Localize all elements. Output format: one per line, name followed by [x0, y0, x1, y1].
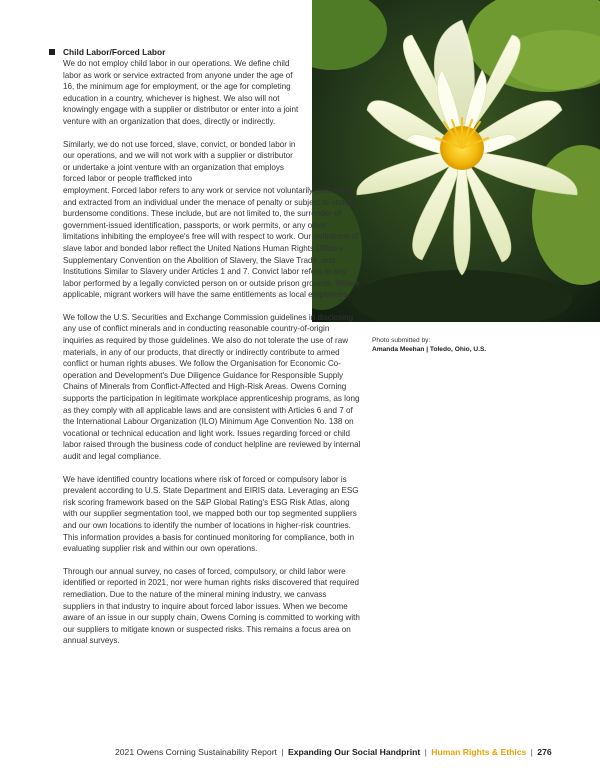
footer-separator: | — [530, 747, 533, 757]
page-footer — [115, 747, 575, 757]
page-number: 276 — [537, 747, 552, 757]
square-bullet-icon — [49, 49, 55, 55]
section-heading — [49, 46, 361, 58]
forced-labor-paragraph-rest: employment. Forced labor refers to any work or service not voluntarily performed and extracted from an individual under the menace of penalty or subject to unduly burdensome conditions. These include, but are not limited to, the surrender of government-issued identification, passports, or work permits, or any other limitations inhibiting the employee's free will with respect to work. Our definitions of slave labor and bonded labor reflect the United Nations Human Rights Office's Supplementary Convention on the Abolition of Slavery, the Slave Trade, and Institutions Similar to Slavery under Articles 1 and 7. Convict labor refers to any labor performed by a legally convicted person on or outside prison grounds. Where applicable, migrant workers will have the same entitlements as local employees. — [63, 185, 360, 300]
photo-credit-label: Photo submitted by: — [372, 337, 431, 344]
photo-credit — [372, 336, 552, 354]
child-labor-paragraph: We do not employ child labor in our operations. We define child labor as work or service extracted from anyone under the age of 16, the minimum age for employment, or the age for completing education in a country, whichever is highest. We also will not knowingly engage with a supplier or distributor or enter into a joint venture with an organization that does, directly or indirectly. — [63, 59, 299, 126]
section-heading-text: Child Labor/Forced Labor — [63, 47, 166, 57]
footer-topic-link[interactable]: Human Rights & Ethics — [431, 747, 527, 757]
footer-separator: | — [424, 747, 427, 757]
footer-section-link[interactable]: Expanding Our Social Handprint — [287, 747, 421, 757]
photo-credit-name: Amanda Meehan | Toledo, Ohio, U.S. — [372, 346, 487, 353]
risk-locations-paragraph: We have identified country locations where risk of forced or compulsory labor is prevalent according to U.S. State Department and EIRIS data. Leveraging an ESG risk scoring framework based on the S&P Global Rating's ESG Risk Atlas, along with our supplier segmentation tool, we mapped both our top segmented suppliers and our own locations to identify the number of locations in higher-risk countries. This information provides a basis for continued monitoring for compliance, both in evaluating supplier risk and within our own operations. — [63, 474, 359, 554]
footer-separator: | — [281, 747, 284, 757]
annual-survey-paragraph: Through our annual survey, no cases of forced, compulsory, or child labor were identified or reported in 2021, nor were human rights risks discovered that required remediation. Due to the nature of the mineral mining industry, we canvass suppliers in that industry to inquire about forced labor issues. When we become aware of an issue in our supply chain, Owens Corning is committed to working with our suppliers to mitigate known or suspected risks. This remains a focus area on annual surveys. — [63, 566, 360, 646]
forced-labor-paragraph-intro: Similarly, we do not use forced, slave, convict, or bonded labor in our operations, and we will not work with a supplier or distributor or undertake a joint venture with an organization that employs forced labor or people trafficked into — [63, 139, 296, 184]
conflict-minerals-paragraph: We follow the U.S. Securities and Exchange Commission guidelines in disclosing any use of conflict minerals and in conducting reasonable country-of-origin inquiries as required by those guidelines. We also do not tolerate the use of raw materials, in any of our products, that directly or indirectly contribute to armed conflict or human rights abuses. We follow the Organisation for Economic Co-operation and Development's Due Diligence Guidance for Responsible Supply Chains of Minerals from Conflict-Affected and High-Risk Areas. Owens Corning supports the participation in legitimate workplace apprenticeship programs, as long as they comply with all applicable laws and are consistent with Articles 6 and 7 of the International Labour Organization (ILO) Minimum Age Convention No. 138 on vocational or technical education and light work. Issues regarding forced or child labor raised through the business code of conduct helpline are reviewed by internal audit and legal compliance. — [63, 312, 361, 461]
footer-report-title: 2021 Owens Corning Sustainability Report — [115, 747, 277, 757]
main-text-column — [49, 46, 361, 647]
